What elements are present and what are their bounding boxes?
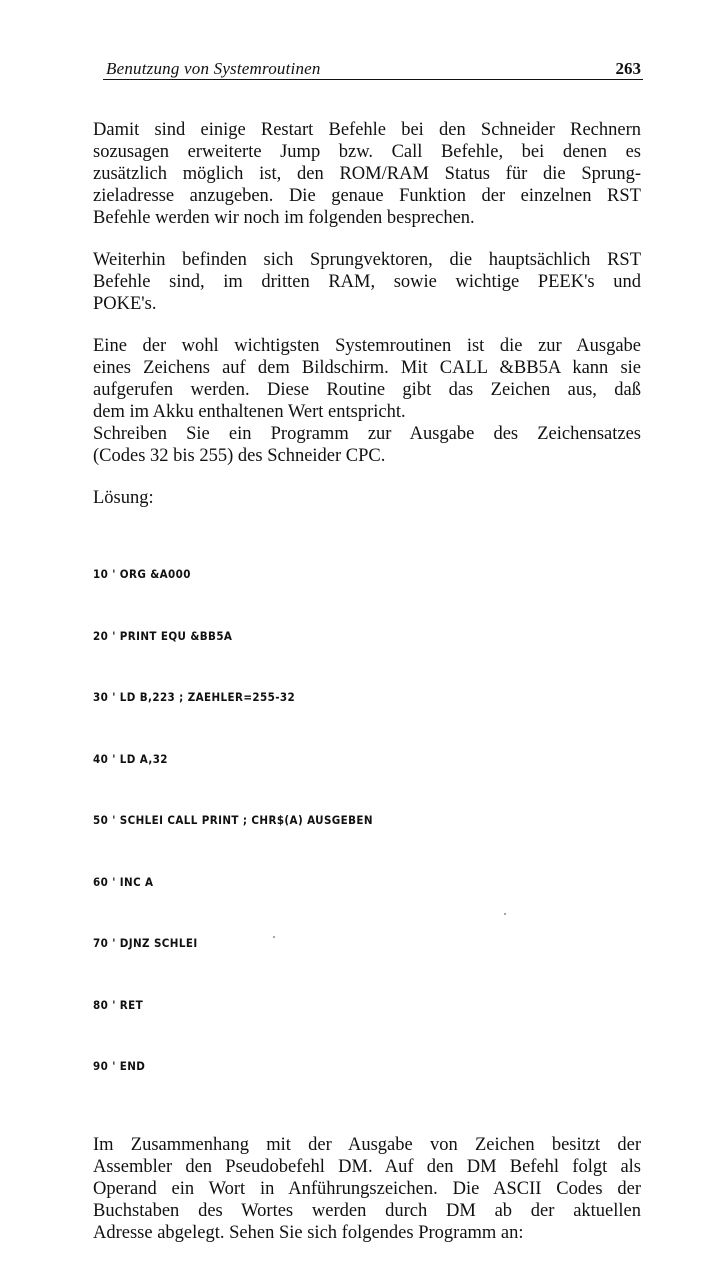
text-line: Assembler den Pseudobefehl DM. Auf den DM Befehl folgt als — [93, 1156, 641, 1177]
solution-label: Lösung: — [93, 488, 154, 508]
text-line: Adresse abgelegt. Sehen Sie sich folgendes Programm an: — [93, 1222, 524, 1243]
code-line: 90 ' END — [93, 1059, 146, 1073]
chapter-title: Benutzung von Systemroutinen — [106, 59, 321, 78]
scan-speck — [504, 913, 506, 915]
scan-speck — [273, 936, 275, 938]
text-line: aufgerufen werden. Diese Routine gibt das Zeichen aus, daß — [93, 380, 641, 400]
text-line: Befehle sind, im dritten RAM, sowie wichtige PEEK's und — [93, 272, 641, 292]
text-line: zusätzlich möglich ist, den ROM/RAM Status für die Sprung- — [93, 164, 641, 184]
page-content — [93, 119, 641, 1264]
text-line: dem im Akku enthaltenen Wert entspricht. — [93, 402, 406, 422]
code-line: 60 ' INC A — [93, 874, 154, 889]
code-line: 30 ' LD B,223 ; ZAEHLER=255-32 — [93, 690, 296, 704]
code-line: 80 ' RET — [93, 997, 144, 1012]
paragraph-systemroutinen — [93, 335, 641, 467]
text-line: (Codes 32 bis 255) des Schneider CPC. — [93, 446, 386, 466]
text-line: POKE's. — [93, 294, 157, 314]
code-line: 50 ' SCHLEI CALL PRINT ; CHR$(A) AUSGEBEN — [93, 813, 373, 827]
text-line: Im Zusammenhang mit der Ausgabe von Zeichen besitzt der — [93, 1134, 641, 1155]
text-line: Eine der wohl wichtigsten Systemroutinen ist die zur Ausgabe — [93, 336, 641, 356]
code-listing — [93, 523, 641, 1118]
text-line: Befehle werden wir noch im folgenden besprechen. — [93, 208, 475, 228]
paragraph-restart-befehle — [93, 119, 641, 229]
text-line: Damit sind einige Restart Befehle bei den Schneider Rechnern — [93, 120, 641, 140]
code-line: 70 ' DJNZ SCHLEI — [93, 936, 198, 950]
code-line: 10 ' ORG &A000 — [93, 567, 191, 581]
paragraph-sprungvektoren — [93, 249, 641, 315]
code-line: 40 ' LD A,32 — [93, 751, 168, 766]
text-line: Buchstaben des Wortes werden durch DM ab der aktuellen — [93, 1200, 641, 1221]
text-line: Weiterhin befinden sich Sprungvektoren, die hauptsächlich RST — [93, 250, 641, 270]
text-line: Operand ein Wort in Anführungszeichen. Die ASCII Codes der — [93, 1178, 641, 1199]
text-line: Schreiben Sie ein Programm zur Ausgabe des Zeichensatzes — [93, 424, 641, 444]
page-header — [103, 55, 643, 80]
text-line: zieladresse anzugeben. Die genaue Funktion der einzelnen RST — [93, 186, 641, 206]
text-line: sozusagen erweiterte Jump bzw. Call Befehle, bei denen es — [93, 142, 641, 162]
page-number: 263 — [615, 59, 641, 78]
text-line: eines Zeichens auf dem Bildschirm. Mit CALL &BB5A kann sie — [93, 358, 641, 378]
paragraph-pseudobefehl-dm — [93, 1134, 641, 1244]
code-line: 20 ' PRINT EQU &BB5A — [93, 628, 233, 643]
